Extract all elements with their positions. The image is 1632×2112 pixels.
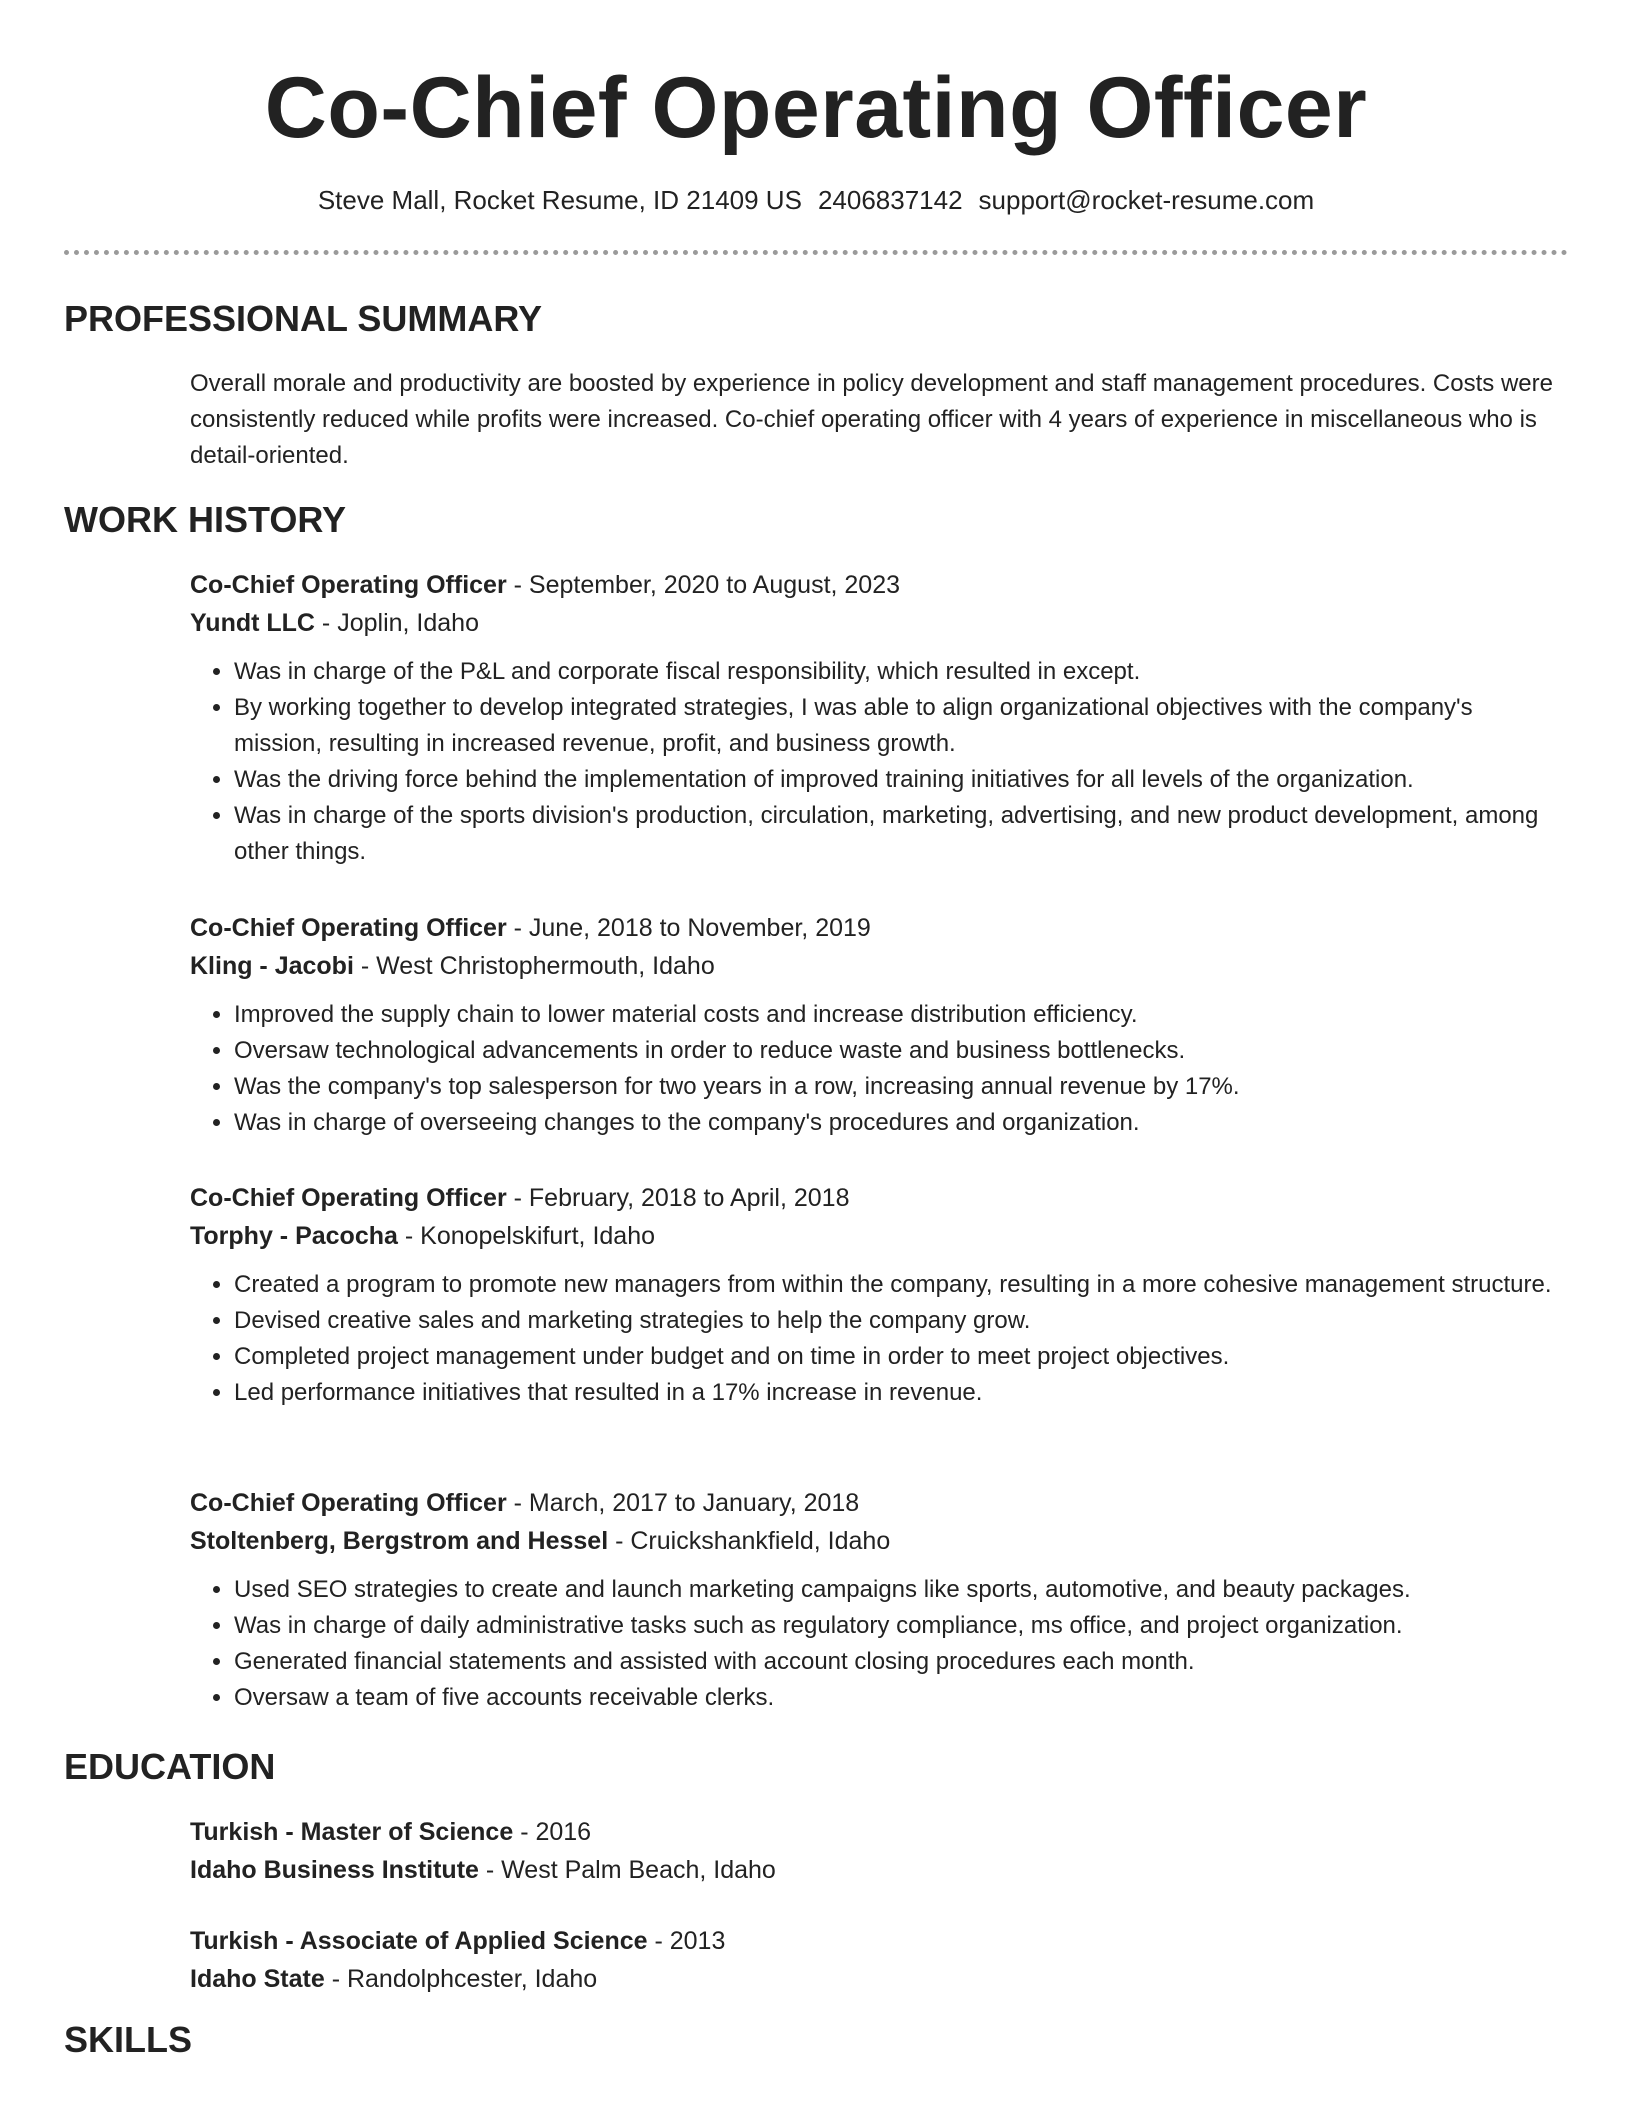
header-divider (64, 250, 1568, 255)
list-item: • Was the company's top salesperson for two years in a row, increasing annual revenue by 17%. (234, 1069, 1560, 1105)
list-item: • Led performance initiatives that resulted in a 17% increase in revenue. (234, 1375, 1560, 1411)
edu-degree: Turkish - Associate of Applied Science (190, 1927, 648, 1955)
job-company-line (190, 947, 1560, 985)
job-location: - West Christophermouth, Idaho (353, 952, 715, 980)
list-item: • Was in charge of the P&L and corporate fiscal responsibility, which resulted in except. (234, 654, 1560, 690)
job-entry-3 (190, 1179, 1560, 1411)
job-role: Co-Chief Operating Officer (190, 914, 507, 942)
edu-degree-line (190, 1813, 1560, 1851)
contact-address: Steve Mall, Rocket Resume, ID 21409 US (317, 185, 802, 215)
job-dates: - March, 2017 to January, 2018 (506, 1489, 860, 1517)
job-company: Stoltenberg, Bergstrom and Hessel (190, 1527, 609, 1555)
edu-year: - 2016 (513, 1818, 592, 1846)
job-company: Kling - Jacobi (190, 952, 354, 980)
job-title-line (190, 909, 1560, 947)
list-item: • Used SEO strategies to create and launch marketing campaigns like sports, automotive, and beauty packages. (234, 1572, 1560, 1608)
job-location: - Konopelskifurt, Idaho (397, 1222, 656, 1250)
job-dates: - February, 2018 to April, 2018 (506, 1184, 850, 1212)
contact-line (0, 182, 1632, 218)
work-history-heading: WORK HISTORY (64, 499, 347, 540)
summary-heading: PROFESSIONAL SUMMARY (64, 298, 543, 339)
list-item: • Generated financial statements and assisted with account closing procedures each month. (234, 1644, 1560, 1680)
job-bullets (190, 654, 1560, 870)
edu-location: - West Palm Beach, Idaho (478, 1856, 776, 1884)
job-company-line (190, 1217, 1560, 1255)
edu-degree: Turkish - Master of Science (190, 1818, 514, 1846)
edu-school-line (190, 1851, 1560, 1889)
job-title-line (190, 566, 1560, 604)
education-heading: EDUCATION (64, 1746, 276, 1787)
list-item: • Was the driving force behind the implementation of improved training initiatives for all levels of the organization. (234, 762, 1560, 798)
job-dates: - September, 2020 to August, 2023 (506, 571, 901, 599)
job-bullets (190, 1572, 1560, 1716)
edu-school: Idaho State (190, 1965, 325, 1993)
summary-text: Overall morale and productivity are boosted by experience in policy development and staff management procedures. Costs were consistently reduced while profits were increased. Co-chief operating officer with 4 years of experience in miscellaneous who is detail-oriented. (190, 370, 1553, 469)
job-entry-1 (190, 566, 1560, 870)
job-title-line (190, 1179, 1560, 1217)
job-bullets (190, 1267, 1560, 1411)
job-role: Co-Chief Operating Officer (190, 1184, 507, 1212)
list-item: • Oversaw technological advancements in order to reduce waste and business bottlenecks. (234, 1033, 1560, 1069)
contact-phone: 2406837142 (817, 185, 963, 215)
list-item: • Oversaw a team of five accounts receivable clerks. (234, 1680, 1560, 1716)
job-role: Co-Chief Operating Officer (190, 571, 507, 599)
contact-email[interactable]: support@rocket-resume.com (978, 185, 1315, 215)
edu-school-line (190, 1960, 1560, 1998)
list-item: • Was in charge of the sports division's production, circulation, marketing, advertising, and new product development, among other things. (234, 798, 1560, 870)
job-location: - Cruickshankfield, Idaho (608, 1527, 891, 1555)
education-entry-2 (190, 1922, 1560, 1998)
list-item: • Devised creative sales and marketing strategies to help the company grow. (234, 1303, 1560, 1339)
edu-school: Idaho Business Institute (190, 1856, 479, 1884)
job-entry-2 (190, 909, 1560, 1141)
resume-title: Co-Chief Operating Officer (264, 60, 1368, 156)
job-company-line (190, 1522, 1560, 1560)
edu-year: - 2013 (647, 1927, 726, 1955)
edu-location: - Randolphcester, Idaho (324, 1965, 598, 1993)
job-company: Yundt LLC (190, 609, 315, 637)
list-item: • Improved the supply chain to lower material costs and increase distribution efficiency. (234, 997, 1560, 1033)
job-role: Co-Chief Operating Officer (190, 1489, 507, 1517)
job-company: Torphy - Pacocha (190, 1222, 398, 1250)
list-item: • Completed project management under budget and on time in order to meet project objectives. (234, 1339, 1560, 1375)
list-item: • By working together to develop integrated strategies, I was able to align organizational objectives with the company's mission, resulting in increased revenue, profit, and business growth. (234, 690, 1560, 762)
job-title-line (190, 1484, 1560, 1522)
edu-degree-line (190, 1922, 1560, 1960)
job-entry-4 (190, 1484, 1560, 1716)
list-item: • Was in charge of overseeing changes to the company's procedures and organization. (234, 1105, 1560, 1141)
list-item: • Created a program to promote new managers from within the company, resulting in a more cohesive management structure. (234, 1267, 1560, 1303)
list-item: • Was in charge of daily administrative tasks such as regulatory compliance, ms office, and project organization. (234, 1608, 1560, 1644)
skills-heading: SKILLS (64, 2019, 193, 2060)
job-bullets (190, 997, 1560, 1141)
job-location: - Joplin, Idaho (314, 609, 479, 637)
job-dates: - June, 2018 to November, 2019 (506, 914, 871, 942)
job-company-line (190, 604, 1560, 642)
education-entry-1 (190, 1813, 1560, 1889)
